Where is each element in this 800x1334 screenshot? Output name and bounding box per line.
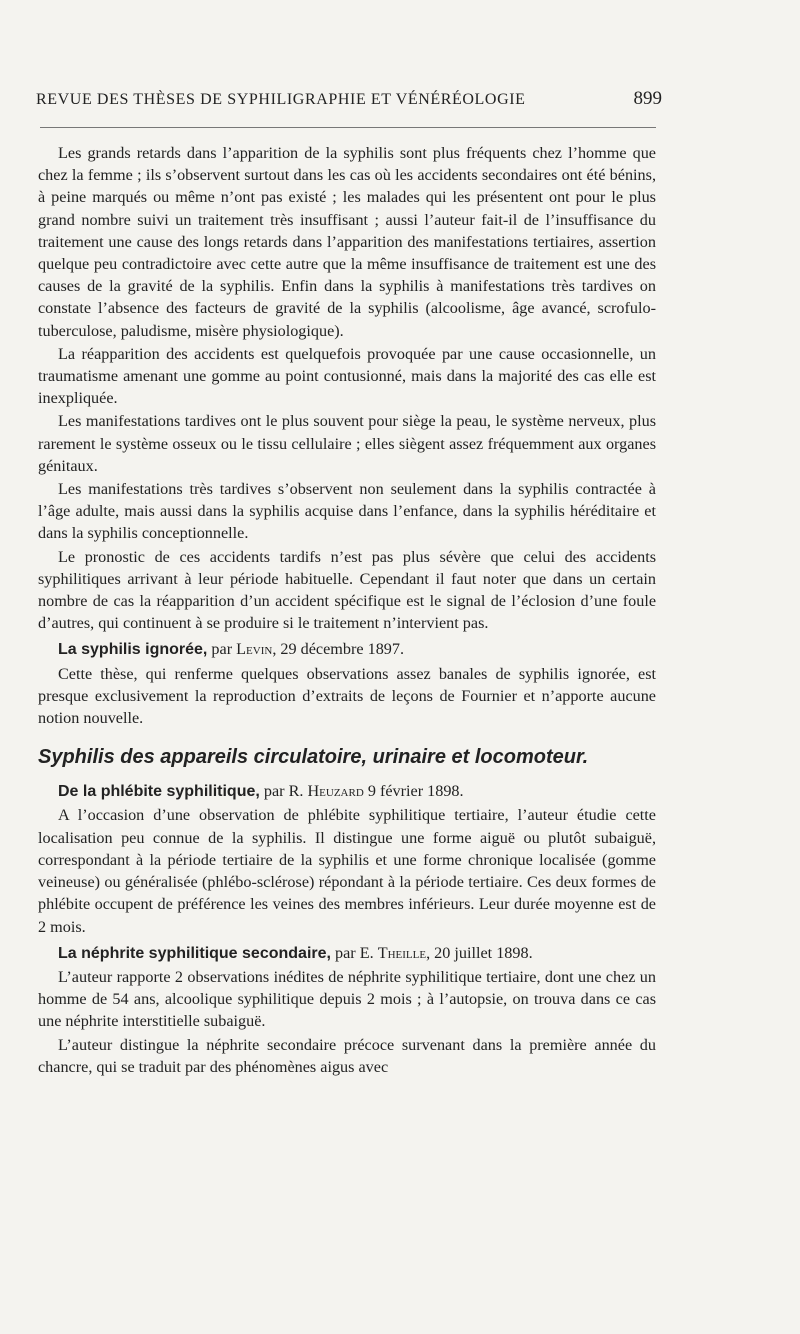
entry-author: Heuzard	[307, 782, 364, 801]
section-heading: Syphilis des appareils circulatoire, urinaire et locomoteur.	[38, 746, 589, 769]
entry-title: La néphrite syphilitique secondaire,	[58, 944, 331, 962]
page-number: 899	[633, 88, 662, 109]
entry-heading	[38, 780, 656, 803]
paragraph: L’auteur distingue la néphrite secondaire précoce survenant dans la première année du chancre, qui se traduit par des phénomènes aigus avec	[38, 1035, 656, 1076]
entry-heading	[38, 942, 656, 965]
paragraph: L’auteur rapporte 2 observations inédites de néphrite syphilitique tertiaire, dont une chez un homme de 54 ans, alcoolique syphilitique depuis 2 mois ; à l’autopsie, on trouva dans ce cas une néphrite interstitielle subaiguë.	[38, 967, 656, 1031]
running-title: REVUE DES THÈSES DE SYPHILIGRAPHIE ET VÉNÉRÉOLOGIE	[36, 91, 526, 108]
paragraph: Les manifestations très tardives s’observent non seulement dans la syphilis contractée à l’âge adulte, mais aussi dans la syphilis acquise dans l’enfance, dans la syphilis héréditaire et dans la syphilis conceptionnelle.	[38, 480, 656, 543]
paragraph: A l’occasion d’une observation de phlébite syphilitique tertiaire, l’auteur étudie cette localisation peu connue de la syphilis. Il distingue une forme aiguë ou plutôt subaiguë, correspondant à la période tertiaire de la syphilis et une forme chronique localisée (gomme veineuse) ou généralisée (phlébo-sclérose) répondant à la période tertiaire. Ces deux formes de phlébite occupent de préférence les veines des membres inférieurs. Leur durée moyenne est de 2 mois.	[38, 806, 656, 936]
header-rule	[40, 127, 656, 128]
entry-author: Theille	[377, 943, 427, 962]
paragraph: Les grands retards dans l’apparition de la syphilis sont plus fréquents chez l’homme que chez la femme ; ils s’observent surtout dans les cas où les accidents secondaires ont été bénins, à peine marqués ou même n’ont pas existé ; les malades qui les présentent ont pour le plus grand nombre suivi un traitement très insuffisant ; aussi l’auteur fait-il de l’insuffisance du traitement une cause des longs retards dans l’apparition des manifestations tertiaires, assertion quelque peu contradictoire avec cette autre que la même insuffisance de traitement est une des causes de la gravité de la syphilis. Enfin dans la syphilis à manifestations très tardives on constate l’absence des facteurs de gravité de la syphilis (alcoolisme, âge avancé, scrofulo-tuberculose, paludisme, misère physiologique).	[38, 144, 656, 340]
entry-heading	[38, 638, 656, 661]
entry-author: Levin	[236, 640, 273, 659]
entry-by: par E.	[330, 943, 378, 962]
running-header	[36, 88, 662, 110]
paragraph: La réapparition des accidents est quelquefois provoquée par une cause occasionnelle, un traumatisme amenant une gomme au point contusionné, mais dans la majorité des cas elle est inexpliquée.	[38, 344, 656, 408]
entry-date: , 29 décembre 1897.	[272, 640, 405, 659]
entry-title: La syphilis ignorée,	[58, 641, 208, 659]
entry-by: par	[207, 640, 237, 659]
paragraph: Le pronostic de ces accidents tardifs n’est pas plus sévère que celui des accidents syphilitiques arrivant à leur période habituelle. Cependant il faut noter que dans un certain nombre de cas la réapparition d’un accident spécifique est le signal de l’éclosion d’une foule d’autres, qui continuent à se produire si le traitement n’intervient pas.	[38, 547, 656, 633]
entry-date: 9 février 1898.	[363, 782, 464, 801]
entry-date: , 20 juillet 1898.	[426, 943, 533, 962]
body-text	[38, 142, 656, 1078]
entry-title: De la phlébite syphilitique,	[58, 783, 260, 801]
paragraph: Les manifestations tardives ont le plus souvent pour siège la peau, le système nerveux, plus rarement le système osseux ou le tissu cellulaire ; elles siègent assez fréquemment aux organes génitaux.	[38, 412, 656, 475]
entry-by: par R.	[259, 782, 308, 801]
paragraph: Cette thèse, qui renferme quelques observations assez banales de syphilis ignorée, est presque exclusivement la reproduction d’extraits de leçons de Fournier et n’apporte aucune notion nouvelle.	[38, 664, 656, 728]
